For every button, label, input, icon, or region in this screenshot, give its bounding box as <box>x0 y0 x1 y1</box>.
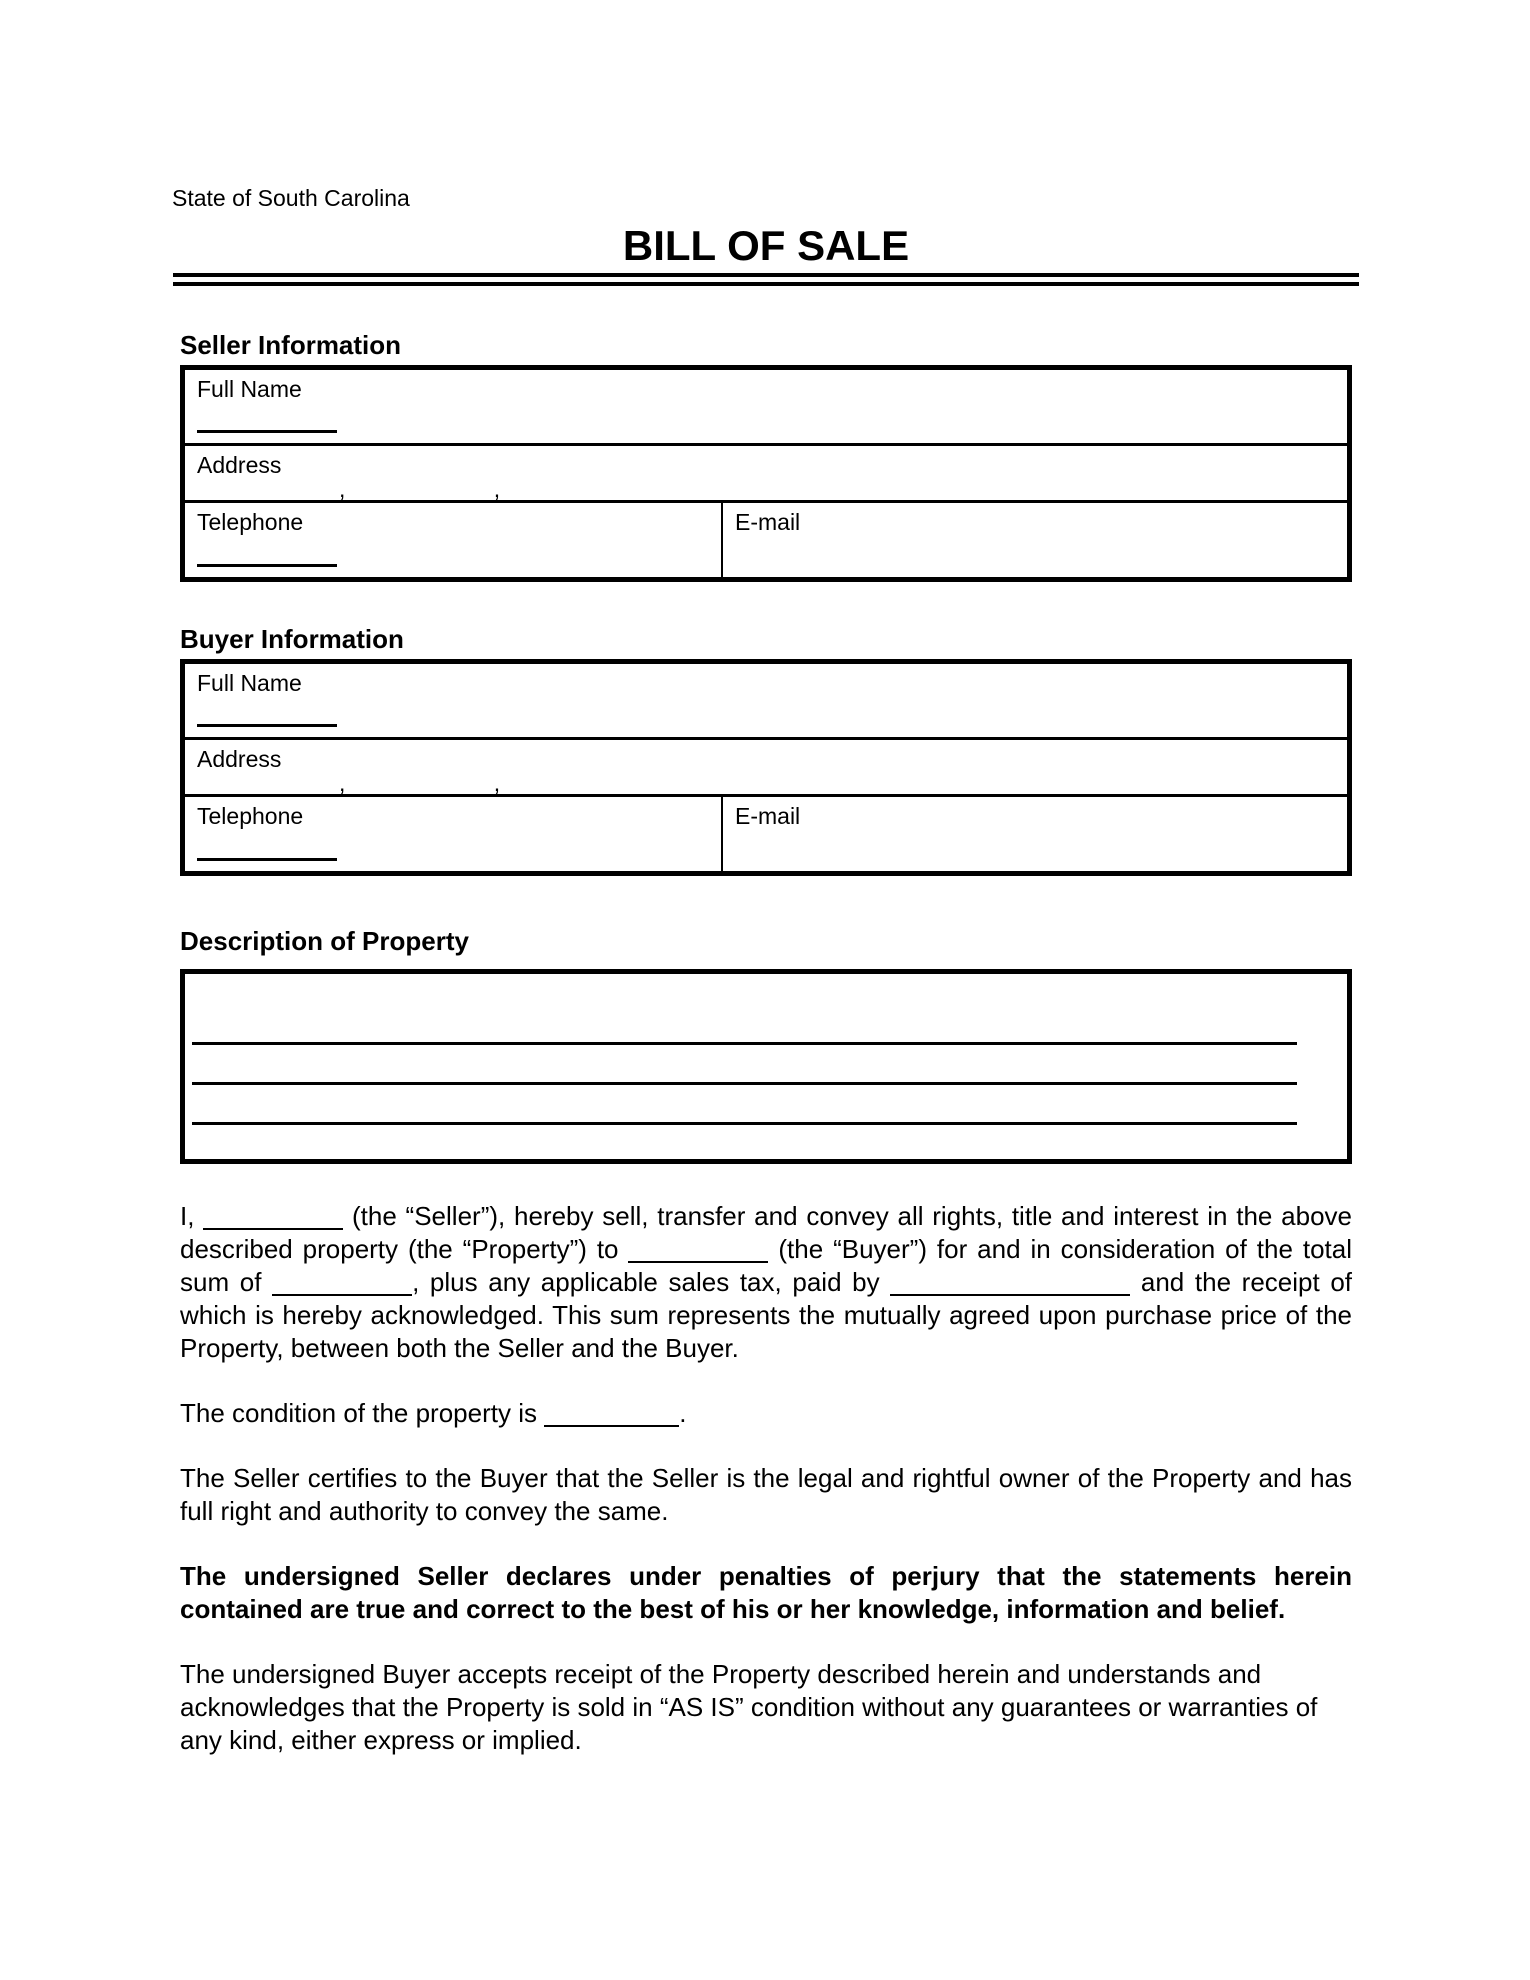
fill-in-blank[interactable] <box>352 500 494 502</box>
fill-in-blank[interactable] <box>272 1294 412 1296</box>
seller-address-row <box>185 443 1347 500</box>
fill-in-blank[interactable] <box>628 1261 768 1263</box>
fill-in-blank[interactable] <box>890 1294 1130 1296</box>
seller-info-table <box>180 365 1352 582</box>
seller-telephone-label: Telephone <box>197 509 304 535</box>
property-write-line[interactable] <box>192 1042 1297 1045</box>
seller-full-name-row <box>185 370 1347 443</box>
paragraph-sale-statement: I, (the “Seller”), hereby sell, transfer and convey all rights, title and interest in the above described property (the “Property”) to (the “Buyer”) for and in consideration of the total sum of , plus any applicable sales tax, paid by and the receipt of which is hereby acknowledged. This sum represents the mutually agreed upon purchase price of the Property, between both the Seller and the Buyer. <box>180 1201 1353 1363</box>
title-divider <box>173 273 1359 286</box>
seller-full-name-blank[interactable] <box>197 430 337 433</box>
seller-telephone-cell <box>185 503 723 577</box>
property-write-line[interactable] <box>192 1122 1297 1125</box>
property-description-box <box>180 969 1352 1164</box>
fill-in-blank[interactable] <box>654 500 794 502</box>
buyer-contact-row <box>185 794 1347 871</box>
buyer-telephone-label: Telephone <box>197 803 304 829</box>
property-write-line[interactable] <box>192 1082 1297 1085</box>
seller-full-name-label: Full Name <box>197 376 302 402</box>
page-title: BILL OF SALE <box>622 222 910 269</box>
seller-contact-row <box>185 500 1347 577</box>
paragraph-condition: The condition of the property is . <box>180 1398 687 1428</box>
seller-telephone-blank[interactable] <box>197 564 337 567</box>
seller-email-label: E-mail <box>735 509 801 535</box>
buyer-address-blanks: , , <box>197 772 1335 796</box>
paragraph-seller-certification: The Seller certifies to the Buyer that the Seller is the legal and rightful owner of the Property and has full right and authority to convey the same. <box>180 1463 1352 1526</box>
buyer-telephone-cell <box>185 797 723 871</box>
buyer-full-name-blank[interactable] <box>197 724 337 727</box>
seller-address-label: Address <box>197 452 282 478</box>
buyer-address-row <box>185 737 1347 794</box>
buyer-email-cell <box>723 797 1347 871</box>
document-content <box>172 0 1353 1757</box>
buyer-full-name-row <box>185 664 1347 737</box>
fill-in-blank[interactable] <box>544 1425 679 1427</box>
buyer-full-name-label: Full Name <box>197 670 302 696</box>
fill-in-blank[interactable] <box>203 1228 343 1230</box>
body-paragraphs <box>180 1200 1352 1757</box>
buyer-info-table <box>180 659 1352 876</box>
state-label: State of South Carolina <box>172 185 410 211</box>
paragraph-buyer-acceptance: The undersigned Buyer accepts receipt of the Property described herein and understands and acknowledges that the Property is sold in “AS IS” condition without any guarantees or warranties of any kind, either express or implied. <box>180 1659 1318 1755</box>
buyer-section-heading: Buyer Information <box>180 624 404 654</box>
seller-section-heading: Seller Information <box>180 330 402 360</box>
fill-in-blank[interactable] <box>352 794 494 796</box>
buyer-telephone-blank[interactable] <box>197 858 337 861</box>
buyer-email-label: E-mail <box>735 803 801 829</box>
buyer-address-label: Address <box>197 746 282 772</box>
fill-in-blank[interactable] <box>654 794 794 796</box>
fill-in-blank[interactable] <box>507 500 648 502</box>
seller-address-blanks: , , <box>197 478 1335 502</box>
fill-in-blank[interactable] <box>197 794 339 796</box>
paragraph-perjury-declaration: The undersigned Seller declares under penalties of perjury that the statements herein contained are true and correct to the best of his or her knowledge, information and belief. <box>180 1561 1352 1624</box>
fill-in-blank[interactable] <box>507 794 648 796</box>
seller-email-cell <box>723 503 1347 577</box>
fill-in-blank[interactable] <box>197 500 339 502</box>
property-section-heading: Description of Property <box>180 926 469 956</box>
